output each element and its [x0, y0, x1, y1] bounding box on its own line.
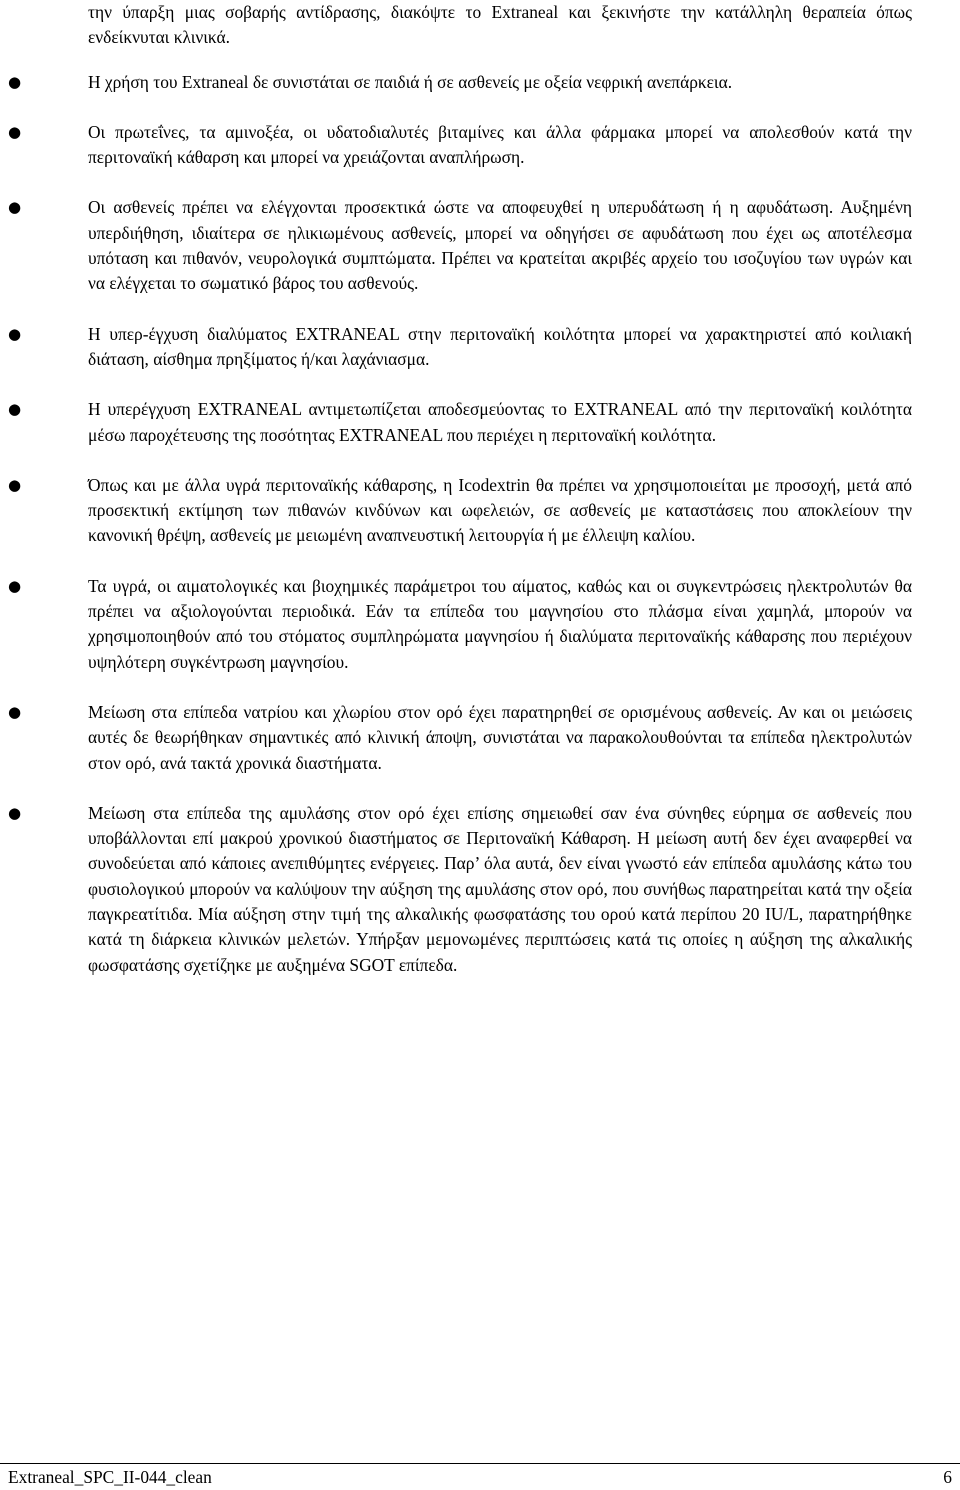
bullet-icon: ● — [8, 198, 22, 217]
list-item-text: Οι ασθενείς πρέπει να ελέγχονται προσεκτικά ώστε να αποφευχθεί η υπερυδάτωση ή η αφυδάτωση. Αυξημένη υπερδιήθηση, ιδιαίτερα σε ηλικιωμένους ασθενείς, μπορεί να οδηγήσει σε αφυδάτωση που έχει ως αποτέλεσμα υπόταση και πιθανόν, νευρολογικά συμπτώματα. Πρέπει να κρατείται ακριβές αρχείο του ισοζυγίου των υγρών και να ελέγχεται το σωματικό βάρος του ασθενούς. — [88, 197, 912, 294]
list-item — [8, 195, 912, 296]
footer-document-id: Extraneal_SPC_II-044_clean — [8, 1467, 212, 1487]
list-item-text: Η χρήση του Extraneal δε συνιστάται σε παιδιά ή σε ασθενείς με οξεία νεφρική ανεπάρκεια. — [88, 71, 733, 92]
list-item-text: Όπως και με άλλα υγρά περιτοναϊκής κάθαρσης, η Icodextrin θα πρέπει να χρησιμοποιείται με προσοχή, μετά από προσεκτική εκτίμηση των πιθανών κινδύνων και ωφελειών, σε ασθενείς με καταστάσεις που αποκλείουν την κανονική θρέψη, ασθενείς με μειωμένη αναπνευστική λειτουργία ή με έλλειψη καλίου. — [88, 474, 912, 546]
bullet-icon: ● — [8, 72, 22, 91]
list-item — [8, 473, 912, 549]
footer-page-number: 6 — [943, 1467, 952, 1487]
list-item-text: Μείωση στα επίπεδα της αμυλάσης στον ορό έχει επίσης σημειωθεί σαν ένα σύνηθες εύρημα σε ασθενείς που υποβάλλονται επί μακρού χρονικού διαστήματος σε Περιτοναϊκή Κάθαρση. Η μείωση αυτή δεν έχει αναφερθεί να συνοδεύεται από κάποιες ανεπιθύμητες ενέργειες. Παρ’ όλα αυτά, δεν είναι γνωστό εάν επίπεδα αμυλάσης κάτω του φυσιολογικού μπορούν να καλύψουν την αύξηση της αμυλάσης στον ορό, που συνήθως παρατηρείται κατά την οξεία παγκρεατίτιδα. Μία αύξηση στην τιμή της αλκαλικής φωσφατάσης του ορού κατά περίπου 20 IU/L, παρατηρήθηκε κατά τη διάρκεια κλινικών μελετών. Υπήρξαν μεμονωμένες περιπτώσεις κατά τις οποίες η αύξηση της αλκαλικής φωσφατάσης σχετίζηκε με αυξημένα SGOT επίπεδα. — [88, 802, 912, 975]
continued-paragraph: την ύπαρξη μιας σοβαρής αντίδρασης, διακόψτε το Extraneal και ξεκινήστε την κατάλληλη θεραπεία όπως ενδείκνυται κλινικά. — [88, 2, 912, 48]
document-body — [8, 0, 912, 978]
list-item-text: Η υπερέγχυση EXTRANEAL αντιμετωπίζεται αποδεσμεύοντας το EXTRANEAL από την περιτοναϊκή κοιλότητα μέσω παροχέτευσης της ποσότητας EXTRANEAL που περιέχει η περιτοναϊκή κοιλότητα. — [88, 399, 912, 445]
list-item-text: Τα υγρά, οι αιματολογικές και βιοχημικές παράμετροι του αίματος, καθώς και οι συγκεντρώσεις ηλεκτρολυτών θα πρέπει να αξιολογούνται περιοδικά. Εάν τα επίπεδα του μαγνησίου στο πλάσμα είναι χαμηλά, μπορούν να χρησιμοποιηθούν από του στόματος συμπληρώματα μαγνησίου ή διαλύματα περιτοναϊκής κάθαρσης που περιέχουν υψηλότερη συγκέντρωση μαγνησίου. — [88, 575, 912, 672]
bullet-icon: ● — [8, 475, 22, 494]
list-item-text: Η υπερ-έγχυση διαλύματος EXTRANEAL στην περιτοναϊκή κοιλότητα μπορεί να χαρακτηριστεί από κοιλιακή διάταση, αίσθημα πρηξίματος ή/και λαχάνιασμα. — [88, 323, 912, 369]
page-footer — [8, 1466, 952, 1488]
list-item — [8, 322, 912, 373]
list-item-text: Οι πρωτεΐνες, τα αμινοξέα, οι υδατοδιαλυτές βιταμίνες και άλλα φάρμακα μπορεί να απολεσθούν κατά την περιτοναϊκή κάθαρση και μπορεί να χρειάζονται αναπλήρωση. — [88, 121, 912, 168]
list-item-text: Μείωση στα επίπεδα νατρίου και χλωρίου στον ορό έχει παρατηρηθεί σε ορισμένους ασθενείς. Αν και οι μειώσεις αυτές δε θεωρήθηκαν σημαντικές από κλινική άποψη, συνιστάται να παρακολουθούνται τα επίπεδα ηλεκτρολυτών στον ορό, ανά τακτά χρονικά διαστήματα. — [88, 701, 912, 773]
list-item — [8, 120, 912, 171]
bullet-icon: ● — [8, 803, 22, 822]
footer-divider — [0, 1463, 960, 1464]
list-item — [8, 801, 912, 978]
list-item — [8, 70, 912, 95]
bullet-icon: ● — [8, 324, 22, 343]
bullet-icon: ● — [8, 576, 22, 595]
bullet-icon: ● — [8, 702, 22, 721]
bullet-icon: ● — [8, 400, 22, 419]
list-item — [8, 574, 912, 675]
bullet-icon: ● — [8, 122, 22, 141]
list-item — [8, 700, 912, 776]
list-item — [8, 397, 912, 448]
